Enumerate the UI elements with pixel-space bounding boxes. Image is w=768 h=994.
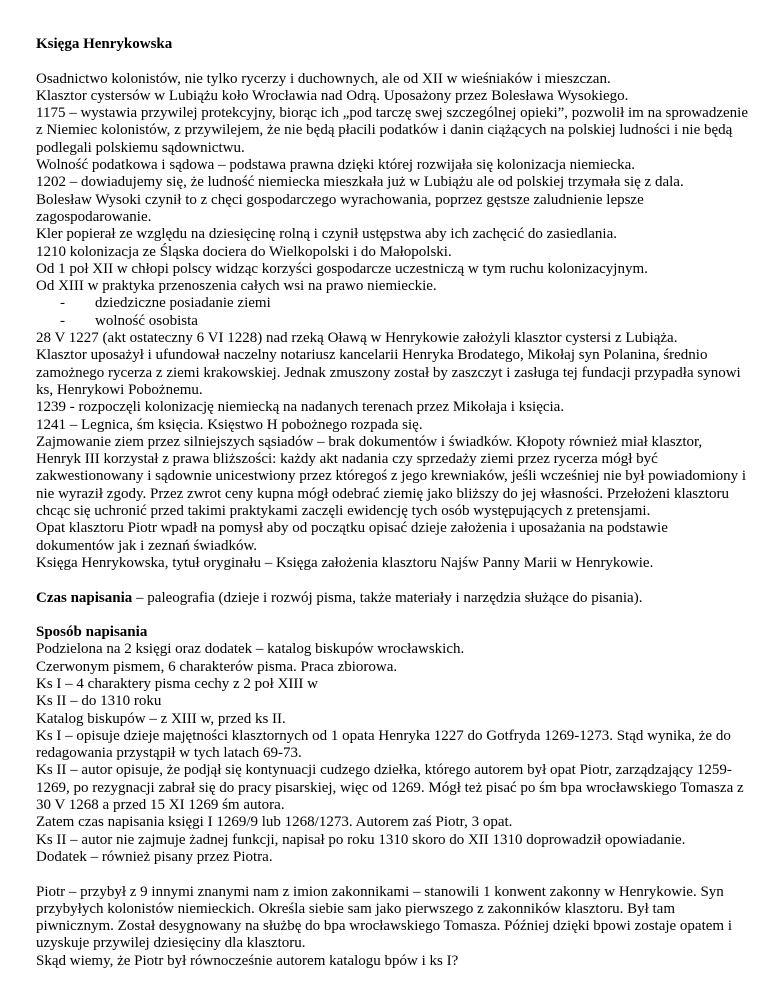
paragraph: Zatem czas napisania księgi I 1269/9 lub 1268/1273. Autorem zaś Piotr, 3 opat. (36, 814, 513, 831)
czas-paragraph (36, 590, 748, 607)
paragraph: 1202 – dowiadujemy się, że ludność niemiecka mieszkała już w Lubiążu ale od polskiej trzymała się z dala. (36, 174, 684, 191)
bullet-dash: - (60, 295, 65, 312)
section-sposob (36, 624, 748, 866)
paragraph: 1175 – wystawia przywilej protekcyjny, biorąc ich „pod tarczę swej szczególnej opieki”, pozwolił im na sprowadzenie z Niemiec kolonistów, z przywilejem, że nie będą płacili podatków i danin ciążących na polskiej ludności i nie będą podlegali polskiemu sądownictwu. (36, 105, 748, 156)
paragraph: Klasztor cystersów w Lubiążu koło Wrocławia nad Odrą. Uposażony przez Bolesława Wysokiego. (36, 87, 629, 104)
paragraph: Czerwonym pismem, 6 charakterów pisma. Praca zbiorowa. (36, 658, 398, 675)
bullet-dash: - (60, 312, 65, 329)
paragraph: Ks II – do 1310 roku (36, 693, 162, 710)
list-item (36, 313, 748, 330)
paragraph: Dodatek – również pisany przez Piotra. (36, 848, 273, 865)
paragraph: 1241 – Legnica, śm księcia. Księstwo H pobożnego rozpada się. (36, 416, 423, 433)
spacer (36, 572, 748, 589)
paragraph: Ks II – autor opisuje, że podjął się kontynuacji cudzego dziełka, którego autorem był opat Piotr, zarządzający 1259-1269, po rezygnacji zabrał się do pracy pisarskiej, więc od 1269. Mógł też pisać po śm bpa wrocławskiego Tomasza z 30 V 1268 a przed 15 XI 1269 śm autora. (36, 762, 744, 814)
document-title: Księga Henrykowska (36, 36, 173, 52)
czas-text: – paleografia (dzieje i rozwój pisma, także materiały i narzędzia służące do pisania). (132, 589, 643, 606)
section-piotr (36, 884, 748, 970)
paragraph: Skąd wiemy, że Piotr był równocześnie autorem katalogu bpów i ks I? (36, 952, 459, 969)
paragraph: Od 1 poł XII w chłopi polscy widząc korzyści gospodarcze uczestniczą w tym ruchu kolonizacyjnym. (36, 260, 648, 277)
paragraph: Katalog biskupów – z XIII w, przed ks II. (36, 710, 286, 727)
sposob-heading: Sposób napisania (36, 624, 148, 641)
paragraph: 1239 - rozpoczęli kolonizację niemiecką na nadanych terenach przez Mikołaja i księcia. (36, 399, 565, 416)
paragraph: 1210 kolonizacja ze Śląska dociera do Wielkopolski i do Małopolski. (36, 243, 452, 260)
section-colonization (36, 71, 748, 573)
paragraph: 28 V 1227 (akt ostateczny 6 VI 1228) nad rzeką Oławą w Henrykowie założyli klasztor cystersi z Lubiąża. (36, 330, 678, 347)
list-item-text: dziedziczne posiadanie ziemi (95, 295, 271, 312)
list-item (36, 295, 748, 312)
paragraph: Ks I – 4 charaktery pisma cechy z 2 poł XIII w (36, 675, 318, 692)
list-item-text: wolność osobista (95, 312, 198, 329)
spacer (36, 866, 748, 883)
paragraph: Bolesław Wysoki czynił to z chęci gospodarczego wyrachowania, poprzez gęstsze zaludnienie lepsze zagospodarowanie. (36, 191, 644, 225)
spacer (36, 53, 748, 70)
paragraph: Ks II – autor nie zajmuje żadnej funkcji, napisał po roku 1310 skoro do XII 1310 doprowadził opowiadanie. (36, 831, 686, 848)
paragraph: Od XIII w praktyka przenoszenia całych wsi na prawo niemieckie. (36, 278, 437, 295)
paragraph: Klasztor uposażył i ufundował naczelny notariusz kancelarii Henryka Brodatego, Mikołaj syn Polanina, średnio zamożnego rycerza z ziemi krakowskiej. Jednak zmuszony został by zaszczyt i zasługa tej fundacji przypadła synowi ks, Henrykowi Pobożnemu. (36, 347, 741, 398)
bullet-list (36, 295, 748, 330)
paragraph: Księga Henrykowska, tytuł oryginału – Księga założenia klasztoru Najśw Panny Marii w Henrykowie. (36, 554, 654, 571)
paragraph: Piotr – przybył z 9 innymi znanymi nam z imion zakonnikami – stanowili 1 konwent zakonny w Henrykowie. Syn przybyłych kolonistów niemieckich. Określa siebie sam jako pierwszego z zakonników klasztoru. Był tam piwnicznym. Został desygnowany na służbę do bpa wrocławskiego Tomasza. Później dzięki bpowi zostaje opatem i uzyskuje przywilej dziesięciny dla klasztoru. (36, 883, 732, 952)
czas-heading: Czas napisania (36, 589, 133, 606)
paragraph: Opat klasztoru Piotr wpadł na pomysł aby od początku opisać dzieje założenia i uposażania na podstawie dokumentów jak i zeznań świadków. (36, 520, 668, 554)
paragraph: Podzielona na 2 księgi oraz dodatek – katalog biskupów wrocławskich. (36, 641, 465, 658)
paragraph: Kler popierał ze względu na dziesięcinę rolną i czynił ustępstwa aby ich zachęcić do zasiedlania. (36, 226, 617, 243)
paragraph: Osadnictwo kolonistów, nie tylko rycerzy i duchownych, ale od XII w wieśniaków i mieszczan. (36, 70, 611, 87)
paragraph: Ks I – opisuje dzieje majętności klasztornych od 1 opata Henryka 1227 do Gotfryda 1269-1273. Stąd wynika, że do redagowania przystąpił w tych latach 69-73. (36, 727, 731, 762)
spacer (36, 607, 748, 624)
paragraph: Wolność podatkowa i sądowa – podstawa prawna dzięki której rozwijała się kolonizacja niemiecka. (36, 157, 636, 174)
paragraph: Zajmowanie ziem przez silniejszych sąsiadów – brak dokumentów i świadków. Kłopoty również miał klasztor, Henryk III korzystał z prawa bliższości: każdy akt nadania czy sprzedaży ziemi przez rycerza mógł być zakwestionowany i sądownie unicestwiony przez któregoś z jego krewniaków, jeśli wcześniej nie był powiadomiony i nie wyraził zgody. Przez zwrot ceny kupna mógł odebrać ziemię jako bliższy do jej własności. Przełożeni klasztoru chcąc się uchronić przed takimi praktykami zaczęli ewidencję tych osób występujących z pretensjami. (36, 433, 747, 520)
